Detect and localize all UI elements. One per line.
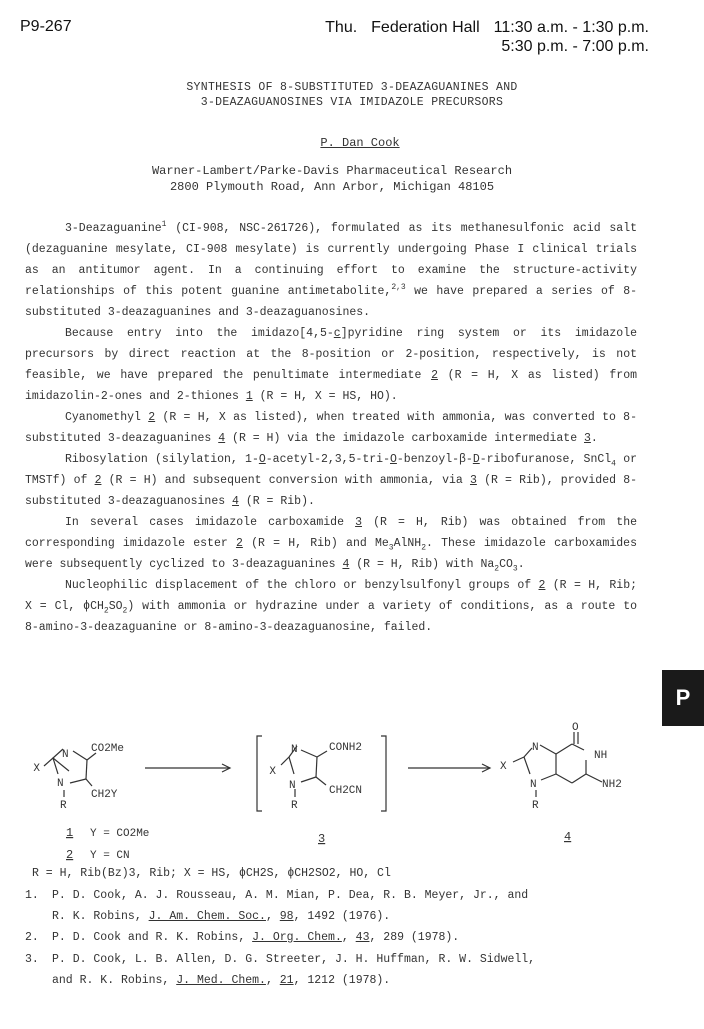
compound-2-definition: Y = CN	[90, 850, 130, 862]
title-line-1: SYNTHESIS OF 8-SUBSTITUTED 3-DEAZAGUANINES AND	[186, 81, 518, 94]
reference-2-line-1: P. D. Cook and R. K. Robins, J. Org. Chem., 43, 289 (1978).	[52, 931, 460, 944]
c4-n2-label: N	[530, 779, 537, 791]
reference-3-line-1: P. D. Cook, L. B. Allen, D. G. Streeter, J. H. Huffman, R. W. Sidwell,	[52, 953, 536, 966]
affiliation-line-1: Warner-Lambert/Parke-Davis Pharmaceutical Research	[151, 164, 513, 178]
c4-o-label: O	[572, 722, 579, 734]
paragraph-6: Nucleophilic displacement of the chloro or benzylsulfonyl groups of 2 (R = H, Rib; X = Cl, $\phi CH_2SO_2$) with ammonia or hydrazine under a variety of conditions, as a route to 8-amino-3-deazaguanine or 8-amino-3-deazaguanosine, failed.	[25, 579, 637, 634]
compound-1-number: 1	[66, 826, 74, 840]
substituent-definitions: R = H, Rib(Bz)3, Rib; X = HS, ϕCH2S, ϕCH2SO2, HO, Cl	[32, 867, 391, 880]
title-line-2: 3-DEAZAGUANOSINES VIA IMIDAZOLE PRECURSORS	[200, 96, 504, 109]
c1-co2me-label: CO2Me	[91, 743, 125, 755]
session-day: Thu.	[325, 19, 358, 36]
session-location: Federation Hall	[371, 19, 480, 36]
paragraph-3: Cyanomethyl 2 (R = H, X as listed), when treated with ammonia, was converted to 8-substituted 3-deazaguanines 4 (R = H) via the imidazole carboxamide intermediate 3.	[25, 411, 637, 445]
reference-1-line-2: R. K. Robins, J. Am. Chem. Soc., 98, 1492 (1976).	[52, 910, 391, 923]
paragraph-1: 3-Deazaguanine$^1$ (CI-908, NSC-261726), formulated as its methanesulfonic acid salt (dezaguanine mesylate, CI-908 mesylate) is currently undergoing Phase I clinical trials as an antitumor agent. In a continuing effort to examine the structure-activity relationships of this potent guanine antimetabolite,$^{2,3}$ we have prepared a series of 8-substituted 3-deazaguanines and 3-deazaguanosines.	[25, 220, 638, 319]
c1-n1-label: N	[62, 749, 69, 761]
reference-2-number: 2.	[25, 931, 39, 944]
paragraph-4: Ribosylation (silylation, 1-O-acetyl-2,3,5-tri-O-benzoyl-β-D-ribofuranose, SnCl$_4$ or TMSTf) of 2 (R = H) and subsequent conversion with ammonia, via 3 (R = Rib), provided 8-substituted 3-deazaguanosines 4 (R = Rib).	[25, 453, 637, 508]
reference-3-number: 3.	[25, 953, 39, 966]
compound-4-number: 4	[564, 830, 572, 844]
c3-x-label: X	[269, 766, 276, 778]
section-tab: P	[662, 670, 704, 726]
c1-n2-label: N	[57, 778, 64, 790]
schedule	[325, 18, 649, 56]
c3-conh2-label: CONH2	[329, 742, 363, 754]
reference-3-line-2: and R. K. Robins, J. Med. Chem., 21, 1212 (1978).	[52, 974, 391, 987]
c4-x-label: X	[500, 761, 507, 773]
affiliation	[0, 163, 664, 195]
c4-n1-label: N	[532, 742, 539, 754]
c3-n1-label: N	[291, 744, 298, 756]
paragraph-2: Because entry into the imidazo[4,5-c]pyridine ring system or its imidazole precursors by direct reaction at the 8-position or 2-position, respectively, is not feasible, we have prepared the penultimate intermediate 2 (R = H, X as listed) from imidazolin-2-ones and 2-thiones 1 (R = H, X = HS, HO).	[25, 327, 637, 403]
c4-nh2-label: NH2	[602, 779, 622, 791]
compound-1-definition: Y = CO2Me	[90, 828, 150, 840]
reference-1-number: 1.	[25, 889, 39, 902]
paper-title	[0, 80, 704, 110]
compound-3-number: 3	[318, 832, 326, 846]
c1-ch2y-label: CH2Y	[91, 789, 118, 801]
paper-id: P9-267	[20, 18, 72, 35]
c3-ch2cn-label: CH2CN	[329, 785, 363, 797]
c3-n2-label: N	[289, 780, 296, 792]
session-time-1: 11:30 a.m. - 1:30 p.m.	[493, 19, 649, 36]
paragraph-5: In several cases imidazole carboxamide 3 (R = H, Rib) was obtained from the corresponding imidazole ester 2 (R = H, Rib) and $Me_3AlNH_2$. These imidazole carboxamides were subsequently cyclized to 3-deazaguanines 4 (R = H, Rib) with $Na_2CO_3$.	[25, 516, 637, 574]
c4-r-label: R	[532, 800, 539, 812]
compound-2-number: 2	[66, 848, 74, 862]
reaction-scheme	[0, 715, 704, 865]
abstract-body	[25, 218, 637, 638]
author: P. Dan Cook	[320, 136, 400, 150]
c4-nh-label: NH	[594, 750, 608, 762]
reference-1-line-1: P. D. Cook, A. J. Rousseau, A. M. Mian, P. Dea, R. B. Meyer, Jr., and	[52, 889, 529, 902]
c3-r-label: R	[291, 800, 298, 812]
c1-r-label: R	[60, 800, 67, 812]
c1-x-label: X	[33, 763, 40, 775]
session-time-2: 5:30 p.m. - 7:00 p.m.	[501, 38, 649, 55]
affiliation-line-2: 2800 Plymouth Road, Ann Arbor, Michigan 48105	[169, 180, 495, 194]
